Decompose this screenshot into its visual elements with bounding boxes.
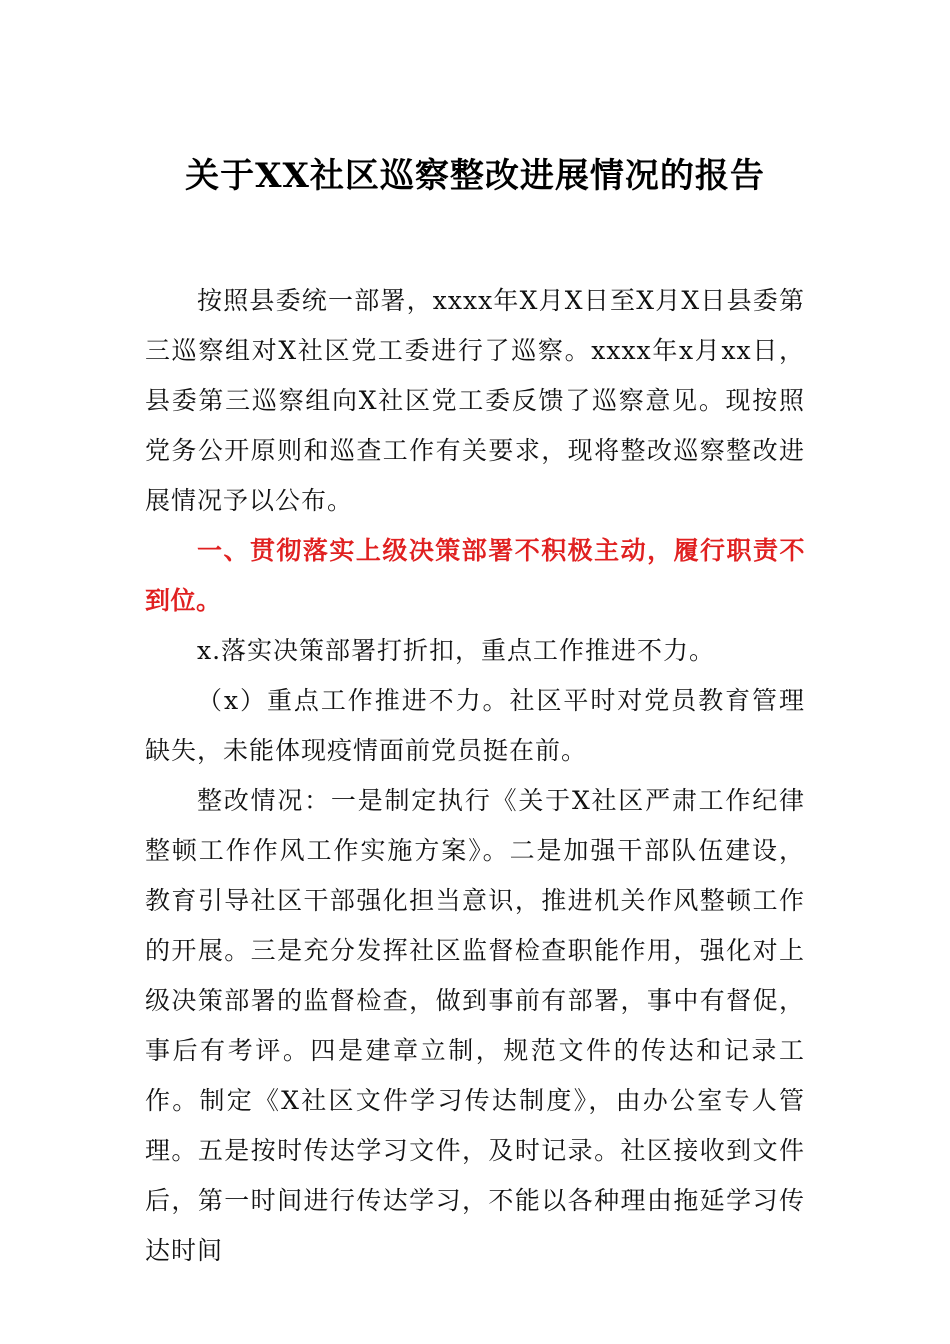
- document-title: 关于XX社区巡察整改进展情况的报告: [185, 156, 765, 196]
- rectification-paragraph: 整改情况：一是制定执行《关于X社区严肃工作纪律整顿工作作风工作实施方案》。二是加强干部队伍建设，教育引导社区干部强化担当意识，推进机关作风整顿工作的开展。三是充分发挥社区监督检查职能作用，强化对上级决策部署的监督检查，做到事前有部署，事中有督促，事后有考评。四是建章立制，规范文件的传达和记录工作。制定《X社区文件学习传达制度》，由办公室专人管理。五是按时传达学习文件，及时记录。社区接收到文件后，第一时间进行传达学习，不能以各种理由拖延学习传达时间: [145, 786, 805, 1265]
- subsection-heading: x.落实决策部署打折扣，重点工作推进不力。: [197, 636, 716, 665]
- section-heading-1: 一、贯彻落实上级决策部署不积极主动，履行职责不到位。: [145, 536, 805, 615]
- issue-paragraph: （x）重点工作推进不力。社区平时对党员教育管理缺失，未能体现疫情面前党员挺在前。: [145, 686, 805, 765]
- document-body: [145, 276, 805, 1276]
- intro-paragraph: 按照县委统一部署，xxxx年X月X日至X月X日县委第三巡察组对X社区党工委进行了巡察。xxxx年x月xx日，县委第三巡察组向X社区党工委反馈了巡察意见。现按照党务公开原则和巡查工作有关要求，现将整改巡察整改进展情况予以公布。: [145, 286, 805, 515]
